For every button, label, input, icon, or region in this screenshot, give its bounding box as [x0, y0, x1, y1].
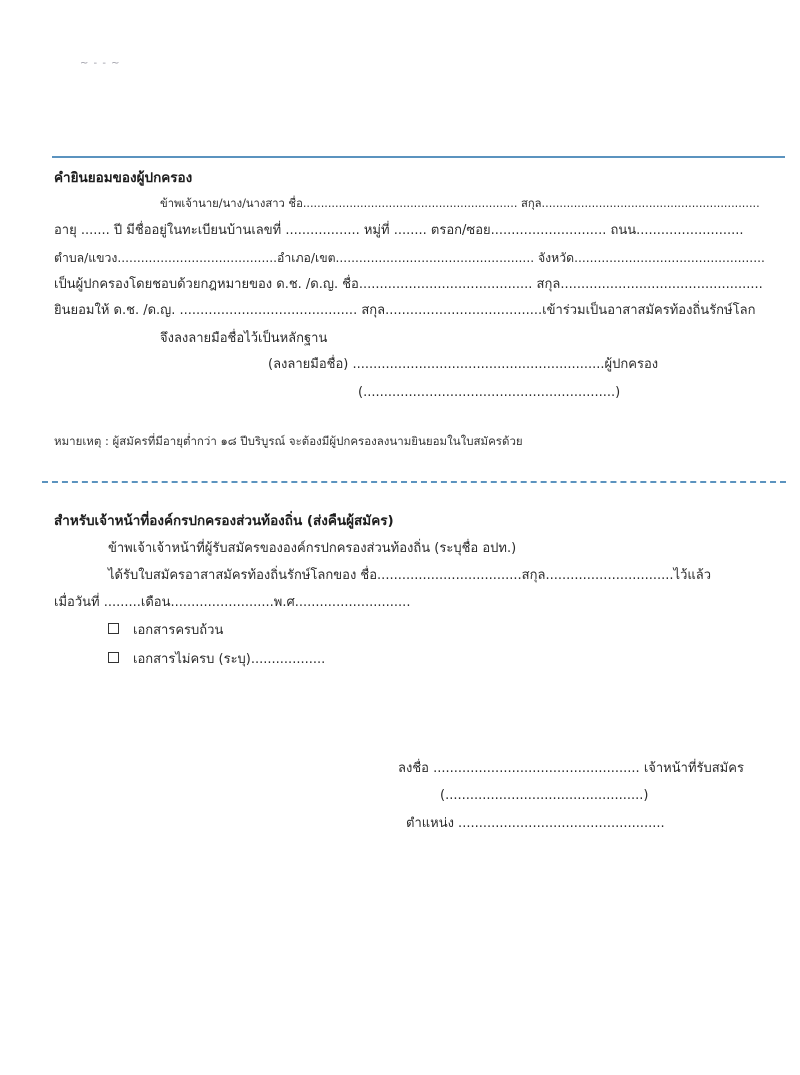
- guardian-note: หมายเหตุ : ผู้สมัครที่มีอายุต่ำกว่า ๑๘ ปีบริบูรณ์ จะต้องมีผู้ปกครองลงนามยินยอมในใบสมัครด้วย: [54, 434, 523, 448]
- dashed-divider: [42, 481, 786, 483]
- officer-signature-line: ลงชื่อ .................................................. เจ้าหน้าที่รับสมัคร: [398, 761, 744, 776]
- guardian-line-district: ตำบล/แขวง.........................................อำเภอ/เขต................................................... จังหวัด.................................................: [54, 251, 765, 265]
- officer-section-heading: สำหรับเจ้าหน้าที่องค์กรปกครองส่วนท้องถิ่น (ส่งคืนผู้สมัคร): [54, 513, 394, 529]
- guardian-line-consent: ยินยอมให้ ด.ช. /ด.ญ. ........................................... สกุล......................................เข้าร่วมเป็นอาสาสมัครท้องถิ่นรักษ์โลก: [54, 303, 756, 318]
- guardian-signature-name-parentheses: (.............................................................): [358, 385, 621, 400]
- checkbox-incomplete-row[interactable]: [108, 651, 325, 669]
- officer-line-intro: ข้าพเจ้าเจ้าหน้าที่ผู้รับสมัครขององค์กรปกครองส่วนท้องถิ่น (ระบุชื่อ อปท.): [108, 541, 517, 556]
- officer-position-line: ตำแหน่ง ..................................................: [406, 816, 665, 831]
- guardian-consent-heading: คํายินยอมของผู้ปกครอง: [54, 170, 193, 186]
- top-divider: [52, 156, 785, 158]
- guardian-line-legal-guardian: เป็นผู้ปกครองโดยชอบด้วยกฎหมายของ ด.ช. /ด.ญ. ชื่อ.......................................... สกุล.................................................: [54, 277, 763, 292]
- officer-line-date: เมื่อวันที่ .........เดือน.........................พ.ศ............................: [54, 595, 411, 610]
- guardian-line-evidence: จึงลงลายมือชื่อไว้เป็นหลักฐาน: [160, 331, 328, 346]
- pen-scribble: ~ - - ~: [80, 58, 121, 69]
- guardian-line-address: อายุ ....... ปี มีชื่ออยู่ในทะเบียนบ้านเลขที่ .................. หมู่ที่ ........ ตรอก/ซอย............................ ถนน..........................: [54, 223, 744, 238]
- officer-line-received: ได้รับใบสมัครอาสาสมัครท้องถิ่นรักษ์โลกของ ชื่อ...................................สกุล...............................ไว้แล้ว: [108, 568, 712, 583]
- checkbox-complete-label: เอกสารครบถ้วน: [133, 623, 224, 638]
- guardian-line-name: ข้าพเจ้านาย/นาง/นางสาว ชื่อ............................................................ สกุล.............................................................: [160, 197, 760, 210]
- checkbox-complete-row[interactable]: [108, 622, 223, 640]
- checkbox-incomplete-label: เอกสารไม่ครบ (ระบุ)..................: [133, 652, 326, 667]
- checkbox-complete[interactable]: [108, 623, 119, 634]
- checkbox-incomplete[interactable]: [108, 652, 119, 663]
- officer-signature-name-parentheses: (................................................): [440, 788, 649, 803]
- guardian-signature-line: (ลงลายมือชื่อ) .............................................................ผู้ปกครอง: [268, 357, 659, 372]
